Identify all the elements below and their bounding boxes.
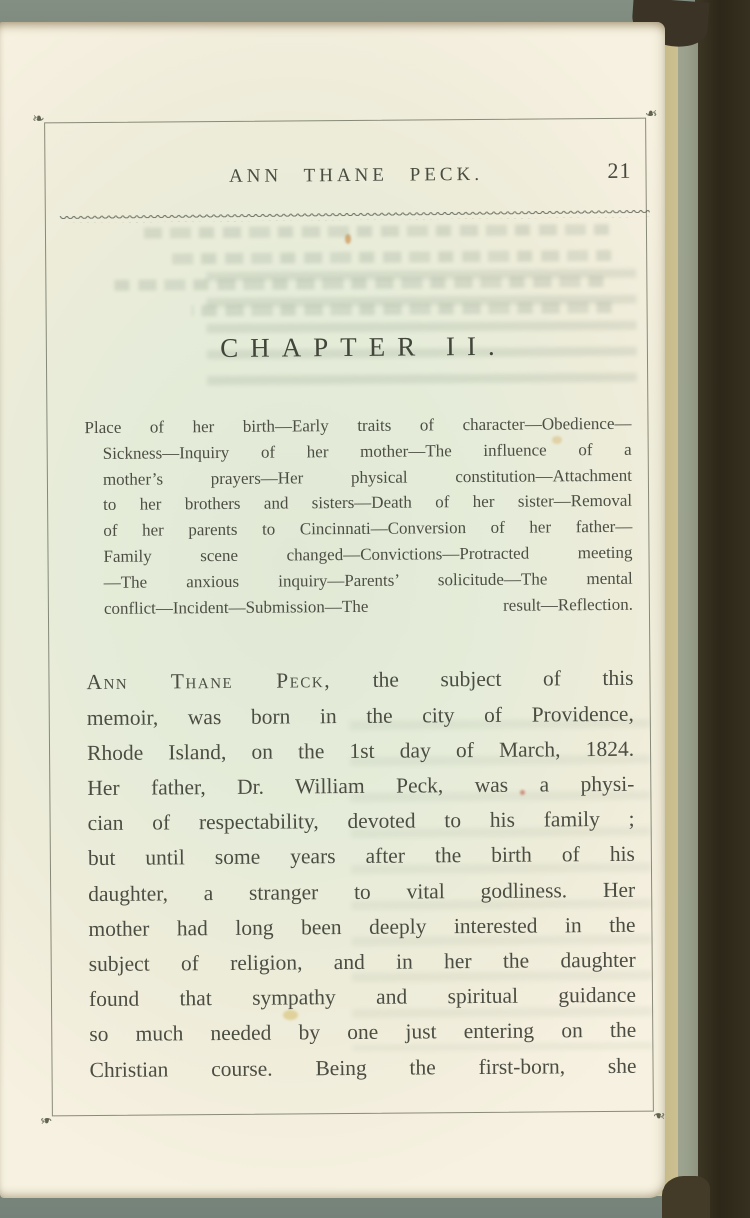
summary-line: —The anxious inquiry—Parents’ solicitude—The mental: [103, 568, 633, 592]
text-column: [45, 119, 653, 1116]
corner-ornament-icon: ❧: [645, 104, 659, 123]
cover-corner-bottom: [662, 1176, 710, 1218]
body-line: cian of respectability, devoted to his family ;: [87, 806, 635, 836]
summary-line: to her brothers and sisters—Death of her sister—Removal: [103, 491, 633, 515]
summary-line: Place of her birth—Early traits of character—Obedience—: [84, 413, 632, 438]
bleed-through-text: [141, 224, 609, 239]
bleed-through-text: [111, 276, 603, 291]
body-line: daughter, a stranger to vital godliness. Her: [88, 877, 636, 906]
body-line: Her father, Dr. William Peck, was a physi-: [87, 771, 635, 801]
body-line: Christian course. Being the first-born, she: [89, 1053, 637, 1082]
chapter-heading: CHAPTER II.: [220, 330, 507, 364]
body-line-text: the subject of this: [372, 666, 634, 693]
body-line: mother had long been deeply interested in the: [88, 912, 636, 941]
body-line: Rhode Island, on the 1st day of March, 1824.: [86, 736, 635, 765]
body-line: subject of religion, and in her the daughter: [88, 947, 636, 977]
body-paragraph: [86, 661, 636, 1088]
summary-line: mother’s prayers—Her physical constitution—Attachment: [102, 465, 632, 489]
page-number: 21: [607, 157, 632, 183]
book-page: [0, 22, 665, 1198]
bleed-through-text: [192, 302, 612, 316]
body-line: memoir, was born in the city of Providence,: [86, 701, 634, 730]
book-cover-edge: [695, 0, 750, 1218]
body-line: [86, 661, 633, 700]
chapter-summary: [84, 411, 633, 622]
summary-line: conflict—Incident—Submission—The result—Reflection.: [103, 594, 633, 618]
corner-ornament-icon: ❧: [653, 1106, 666, 1125]
running-title: ANN THANE PECK.: [228, 163, 484, 187]
body-line: found that sympathy and spiritual guidance: [88, 982, 637, 1012]
subject-name: Ann Thane Peck,: [86, 668, 332, 695]
running-header: [82, 157, 632, 197]
bleed-through-zone: [83, 218, 631, 330]
summary-line: of her parents to Cincinnati—Conversion of her father—: [103, 516, 633, 541]
summary-line: Sickness—Inquiry of her mother—The influence of a: [102, 439, 632, 463]
printed-frame: [32, 104, 666, 1130]
body-line: but until some years after the birth of his: [87, 842, 635, 871]
body-line: so much needed by one just entering on the: [89, 1018, 637, 1047]
corner-ornament-icon: ❧: [39, 1111, 53, 1130]
summary-line: Family scene changed—Convictions—Protracted meeting: [103, 542, 633, 566]
bleed-through-text: [171, 250, 611, 264]
corner-ornament-icon: ❧: [32, 109, 45, 128]
